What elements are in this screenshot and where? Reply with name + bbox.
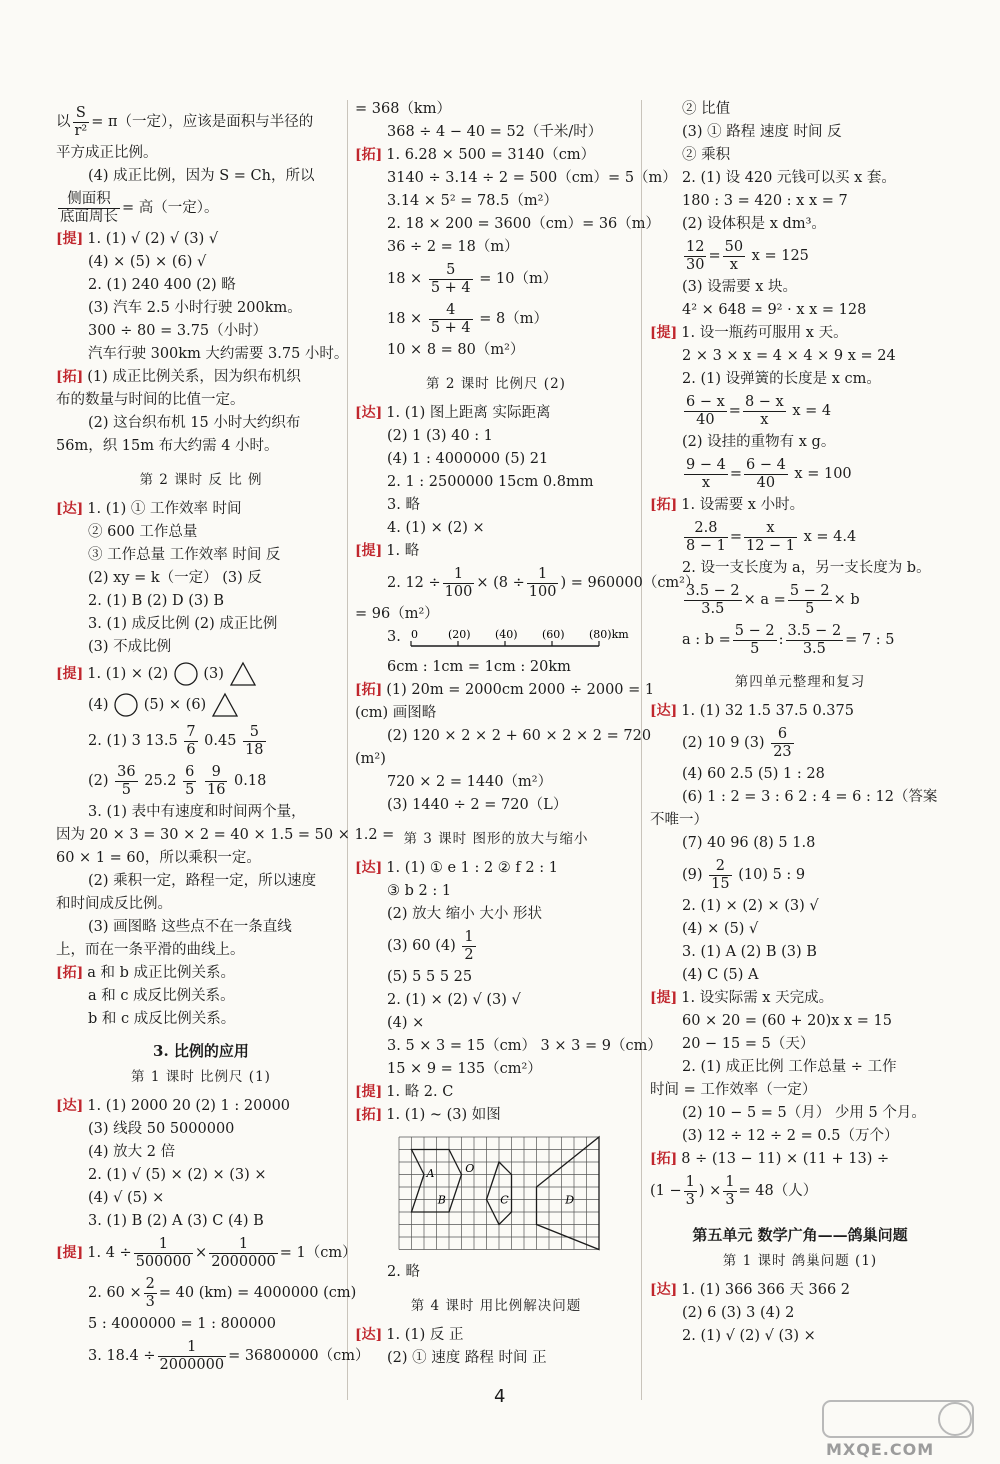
text-line: 18 × $\frac{5}{5 + 4}$ = 10（m） <box>387 261 558 296</box>
text-line: [ 拓 ] (1) 20m = 2000cm 2000 ÷ 2000 = 1 <box>355 679 637 702</box>
fraction: $\frac{4}{5 + 4}$ <box>430 301 471 336</box>
text-line: (2) 6 (3) 3 (4) 2 <box>682 1305 795 1321</box>
text-line: 56m，织 15m 布大约需 4 小时。 <box>56 438 279 454</box>
fraction: $\frac{1}{2}$ <box>464 928 474 963</box>
text-line: 4. (1) × (2) × <box>387 520 485 536</box>
text-line: (m²) <box>355 751 386 767</box>
fraction: $\frac{6}{5}$ <box>185 763 195 798</box>
text-line: (4) 放大 2 倍 <box>88 1144 176 1160</box>
text-line: (4) C (5) A <box>682 967 759 983</box>
text-line: [ 提 ] 1. 略 <box>355 540 637 563</box>
text-line: 368 ÷ 4 − 40 = 52（千米/时） <box>387 124 603 140</box>
text-line: 3. (1) B (2) A (3) C (4) B <box>88 1213 264 1229</box>
section-tag: [ 达 ] <box>355 402 382 425</box>
section-tag: [ 提 ] <box>355 1081 382 1104</box>
text-line: [ 拓 ] 1. 设需要 x 小时。 <box>650 494 950 517</box>
text-line: [ 达 ] 1. (1) 32 1.5 37.5 0.375 <box>650 700 950 723</box>
text-line: 720 × 2 = 1440（m²） <box>387 774 553 790</box>
section-heading: 第五单元 数学广角——鸽巢问题 <box>692 1226 908 1244</box>
text-line: 6cm : 1cm = 1cm : 20km <box>387 659 571 675</box>
fraction: $\frac{8 - x}{x}$ <box>744 393 784 428</box>
text-line: (4) × (5) √ <box>682 921 759 937</box>
fraction: $\frac{S}{\text{r²}}$ <box>74 104 88 139</box>
section-tag: [ 提 ] <box>56 1233 83 1273</box>
text-line: $\frac{6 - x}{40}$ = $\frac{8 - x}{x}$ x = 4 <box>686 393 832 428</box>
text-line: [ 提 ] 1. 设实际需 x 天完成。 <box>650 987 950 1010</box>
text-line: [ 达 ] 1. (1) ① 工作效率 时间 <box>56 498 346 521</box>
text-line: (2) 1 (3) 40 : 1 <box>387 428 493 444</box>
text-line: 2. (1) 成正比例 工作总量 ÷ 工作 <box>682 1059 897 1075</box>
text-line: (4) × <box>387 1015 425 1031</box>
grid-shape-label: O <box>465 1162 475 1175</box>
text-line: 不唯一） <box>650 812 708 828</box>
fraction: $\frac{3.5 - 2}{3.5}$ <box>686 582 740 617</box>
text-line: (2) xy = k（一定） (3) 反 <box>88 570 262 586</box>
text-line: (4) (5) × (6) <box>56 689 346 721</box>
scale-line: 3. 0 (20) (40) (60) (80)km <box>355 626 637 656</box>
line-scale <box>407 622 647 652</box>
text-line: [ 达 ] 1. (1) 反 正 <box>355 1324 637 1347</box>
text-line: 20 − 15 = 5（天） <box>682 1036 815 1052</box>
text-line: 2. 18 × 200 = 3600（cm）= 36（m） <box>387 216 661 232</box>
text-line: ② 乘积 <box>682 147 731 163</box>
text-line: 以 $\frac{S}{\text{r²}}$ = π（一定），应该是面积与半径的 <box>56 104 314 139</box>
text-line: (2) 120 × 2 × 2 + 60 × 2 × 2 = 720 <box>387 728 652 744</box>
fraction: $\frac{2.8}{8 - 1}$ <box>686 519 726 554</box>
text-line: 60 × 1 = 60，所以乘积一定。 <box>56 850 261 866</box>
text-line: (9) $\frac{2}{15}$ (10) 5 : 9 <box>682 857 806 892</box>
text-line: [ 提 ] 1. 4 ÷ $\frac{1}{500000}$ × $\frac{1}{2000000}$ = 1（cm） <box>56 1233 346 1273</box>
fraction: $\frac{1}{100}$ <box>528 565 557 600</box>
fraction: $\frac{\text{侧面积}}{\text{底面周长}}$ <box>60 190 118 225</box>
section-tag: [ 达 ] <box>355 1324 382 1347</box>
circle-icon <box>173 661 199 687</box>
text-line: 4² × 648 = 9² · x x = 128 <box>682 302 867 318</box>
scale-label: (20) <box>448 628 471 641</box>
fraction: $\frac{x}{12 - 1}$ <box>745 519 796 554</box>
triangle-icon <box>211 692 239 718</box>
text-line: $\frac{3.5 - 2}{3.5}$ × a = $\frac{5 - 2}{5}$ × b <box>686 582 860 617</box>
text-line: 3. (1) 表中有速度和时间两个量， <box>88 804 306 820</box>
text-line: (3) 线段 50 5000000 <box>88 1121 235 1137</box>
scale-label: 0 <box>411 628 418 641</box>
fraction: $\frac{1}{2000000}$ <box>159 1338 225 1373</box>
lesson-heading: 第 2 课时 反 比 例 <box>139 472 263 488</box>
lesson-heading: 第 1 课时 鸽巢问题 (1) <box>722 1253 878 1269</box>
text-line: 2. (1) 设弹簧的长度是 x cm。 <box>682 371 881 387</box>
text-line: 3. 18.4 ÷ $\frac{1}{2000000}$ = 36800000（cm） <box>88 1338 370 1373</box>
text-line: (2) 乘积一定，路程一定，所以速度 <box>88 873 317 889</box>
section-tag: [ 提 ] <box>650 987 677 1010</box>
text-line: 2. (1) × (2) √ (3) √ <box>387 992 521 1008</box>
text-line: (4) 成正比例，因为 S = Ch，所以 <box>88 168 315 184</box>
fraction: $\frac{1}{500000}$ <box>135 1235 192 1270</box>
text-line: (3) ① 路程 速度 时间 反 <box>682 124 842 140</box>
text-line: 3. 略 <box>387 497 420 513</box>
triangle-icon <box>229 661 257 687</box>
text-line: 3.14 × 5² = 78.5（m²） <box>387 193 558 209</box>
text-line: (4) 1 : 4000000 (5) 21 <box>387 451 549 467</box>
text-line: [ 拓 ] 8 ÷ (13 − 11) × (11 + 13) ÷ <box>650 1148 950 1171</box>
fraction: $\frac{36}{5}$ <box>117 763 136 798</box>
text-line: [ 拓 ] 1. 6.28 × 500 = 3140（cm） <box>355 144 637 167</box>
text-line: ② 600 工作总量 <box>88 524 198 540</box>
section-tag: [ 拓 ] <box>650 1148 677 1171</box>
section-tag: [ 拓 ] <box>56 366 83 389</box>
column-divider <box>641 100 642 1400</box>
fraction: $\frac{6 - x}{40}$ <box>686 393 725 428</box>
column-right <box>650 98 950 1348</box>
text-line: 2. (1) B (2) D (3) B <box>88 593 225 609</box>
lesson-heading: 第 2 课时 比例尺 (2) <box>426 376 566 392</box>
text-line: 18 × $\frac{4}{5 + 4}$ = 8（m） <box>387 301 548 336</box>
section-tag: [ 达 ] <box>650 1279 677 1302</box>
text-line: 2. 略 <box>387 1264 420 1280</box>
text-line: (1 − $\frac{1}{3}$ ) × $\frac{1}{3}$ = 48（人） <box>650 1173 818 1208</box>
text-line: (2) $\frac{36}{5}$ 25.2 $\frac{6}{5}$ $\frac{9}{16}$ 0.18 <box>88 763 267 798</box>
fraction: $\frac{12}{30}$ <box>686 238 705 273</box>
grid-shape-label: C <box>500 1193 509 1207</box>
text-line: [ 提 ] 1. (1) × (2) (3) <box>56 659 346 689</box>
text-line: (3) 汽车 2.5 小时行驶 200km。 <box>88 300 302 316</box>
text-line: a 和 c 成反比例关系。 <box>88 988 235 1004</box>
text-line: 2. 设一支长度为 a，另一支长度为 b。 <box>682 560 931 576</box>
text-line: (2) 10 − 5 = 5（月） 少用 5 个月。 <box>682 1105 926 1121</box>
text-line: (2) ① 速度 路程 时间 正 <box>387 1350 547 1366</box>
text-line: 2. (1) √ (5) × (2) × (3) × <box>88 1167 267 1183</box>
text-line: (2) 设体积是 x dm³。 <box>682 216 826 232</box>
text-line: 3. 5 × 3 = 15（cm） 3 × 3 = 9（cm） <box>387 1038 662 1054</box>
fraction: $\frac{5}{18}$ <box>245 723 264 758</box>
text-line: [ 拓 ] (1) 成正比例关系，因为织布机织 <box>56 366 346 389</box>
text-line: [ 拓 ] a 和 b 成正比例关系。 <box>56 962 346 985</box>
section-tag: [ 达 ] <box>56 498 83 521</box>
text-line: [ 达 ] 1. (1) ① e 1 : 2 ② f 2 : 1 <box>355 857 637 880</box>
text-line: (5) 5 5 5 25 <box>387 969 473 985</box>
section-tag: [ 提 ] <box>56 228 83 251</box>
circle-icon <box>113 692 139 718</box>
text-line: 2. (1) 240 400 (2) 略 <box>88 277 236 293</box>
grid-shape-label: D <box>565 1193 575 1207</box>
section-tag: [ 达 ] <box>355 857 382 880</box>
text-line: 2 × 3 × x = 4 × 4 × 9 x = 24 <box>682 348 896 364</box>
grid-shape-label: A <box>426 1167 435 1180</box>
fraction: $\frac{5 - 2}{5}$ <box>734 622 775 657</box>
section-heading: 3. 比例的应用 <box>153 1042 249 1060</box>
text-line: [ 提 ] 1. 设一瓶药可服用 x 天。 <box>650 322 950 345</box>
grid-shape-label: B <box>437 1193 446 1207</box>
text-line: 2. (1) × (2) × (3) √ <box>682 898 819 914</box>
section-tag: [ 拓 ] <box>355 1104 382 1127</box>
text-line: 60 × 20 = (60 + 20)x x = 15 <box>682 1013 893 1029</box>
fraction: $\frac{1}{2000000}$ <box>211 1235 276 1270</box>
text-line: = 368（km） <box>355 101 451 117</box>
text-line: 和时间成反比例。 <box>56 896 172 912</box>
fraction: $\frac{1}{100}$ <box>444 565 473 600</box>
scale-label: (60) <box>542 628 565 641</box>
fraction: $\frac{1}{3}$ <box>725 1173 735 1208</box>
text-line: b 和 c 成反比例关系。 <box>88 1011 236 1027</box>
fraction: $\frac{7}{6}$ <box>186 723 196 758</box>
text-line: $\frac{12}{30}$ = $\frac{50}{x}$ x = 125 <box>686 238 809 273</box>
text-line: 2. (1) 设 420 元钱可以买 x 套。 <box>682 170 896 186</box>
column-divider <box>347 100 348 1400</box>
text-line: (3) 12 ÷ 12 ÷ 2 = 0.5（万个） <box>682 1128 899 1144</box>
text-line: ③ b 2 : 1 <box>387 883 452 899</box>
text-line: 因为 20 × 3 = 30 × 2 = 40 × 1.5 = 50 × 1.2 = <box>56 827 395 843</box>
fraction: $\frac{3.5 - 2}{3.5}$ <box>787 622 842 657</box>
text-line: (3) 设需要 x 块。 <box>682 279 798 295</box>
text-line: 180 : 3 = 420 : x x = 7 <box>682 193 848 209</box>
text-line: 布的数量与时间的比值一定。 <box>56 392 245 408</box>
lesson-heading: 第 1 课时 比例尺 (1) <box>131 1069 271 1085</box>
text-line: (2) 放大 缩小 大小 形状 <box>387 906 542 922</box>
fraction: $\frac{2}{3}$ <box>145 1275 155 1310</box>
text-line: [ 提 ] 1. 略 2. C <box>355 1081 637 1104</box>
grid-figure <box>395 1131 607 1259</box>
text-line: (4) × (5) × (6) √ <box>88 254 207 270</box>
text-line: (6) 1 : 2 = 3 : 6 2 : 4 = 6 : 12（答案 <box>682 789 938 805</box>
text-line: (4) √ (5) × <box>88 1190 165 1206</box>
text-line: (7) 40 96 (8) 5 1.8 <box>682 835 816 851</box>
section-tag: [ 拓 ] <box>355 144 382 167</box>
lesson-heading: 第 3 课时 图形的放大与缩小 <box>403 831 589 847</box>
text-line: 5 : 4000000 = 1 : 800000 <box>88 1316 276 1332</box>
text-line: 3. (1) A (2) B (3) B <box>682 944 817 960</box>
fraction: $\frac{6 - 4}{40}$ <box>745 456 786 491</box>
text-line: $\frac{9 - 4}{x}$ = $\frac{6 - 4}{40}$ x = 100 <box>686 456 852 491</box>
text-line: 3140 ÷ 3.14 ÷ 2 = 500（cm）= 5（m） <box>387 170 677 186</box>
section-tag: [ 拓 ] <box>355 679 382 702</box>
text-line: [ 达 ] 1. (1) 366 366 天 366 2 <box>650 1279 950 1302</box>
text-line: [ 达 ] 1. (1) 2000 20 (2) 1 : 20000 <box>56 1095 346 1118</box>
fraction: $\frac{1}{3}$ <box>685 1173 695 1208</box>
text-line: $\frac{2.8}{8 - 1}$ = $\frac{x}{12 - 1}$ x = 4.4 <box>686 519 857 554</box>
text-line: (2) 10 9 (3) $\frac{6}{23}$ <box>682 725 792 760</box>
text-line: 上，而在一条平滑的曲线上。 <box>56 942 245 958</box>
text-line: (3) 画图略 这些点不在一条直线 <box>88 919 292 935</box>
text-line: 2. 1 : 2500000 15cm 0.8mm <box>387 474 594 490</box>
text-line: 3. (1) 成反比例 (2) 成正比例 <box>88 616 278 632</box>
text-line: 汽车行驶 300km 大约需要 3.75 小时。 <box>88 346 349 362</box>
text-line: (cm) 画图略 <box>355 705 437 721</box>
text-line: 2. 60 × $\frac{2}{3}$ = 40 (km) = 4000000 (cm) <box>88 1275 357 1310</box>
fraction: $\frac{6}{23}$ <box>773 725 792 760</box>
scale-label: (80)km <box>589 628 629 641</box>
text-line: (4) 60 2.5 (5) 1 : 28 <box>682 766 825 782</box>
text-line: = 96（m²） <box>355 606 439 622</box>
text-line: [ 拓 ] 1. (1) ~ (3) 如图 <box>355 1104 637 1127</box>
text-line: [ 提 ] 1. (1) √ (2) √ (3) √ <box>56 228 346 251</box>
fraction: $\frac{2}{15}$ <box>711 857 730 892</box>
text-line: a : b = $\frac{5 - 2}{5}$ : $\frac{3.5 - 2}{3.5}$ = 7 : 5 <box>682 622 895 657</box>
section-tag: [ 达 ] <box>56 1095 83 1118</box>
section-tag: [ 提 ] <box>355 540 382 563</box>
text-line: (3) 不成比例 <box>88 639 172 655</box>
section-tag: [ 提 ] <box>56 659 83 689</box>
text-line: [ 达 ] 1. (1) 图上距离 实际距离 <box>355 402 637 425</box>
section-tag: [ 拓 ] <box>650 494 677 517</box>
text-line: 平方成正比例。 <box>56 145 158 161</box>
text-line: ② 比值 <box>682 101 731 117</box>
text-line: 时间 = 工作效率（一定） <box>650 1082 817 1098</box>
watermark-text: MXQE.COM <box>826 1440 935 1459</box>
text-line: 2. (1) √ (2) √ (3) × <box>682 1328 816 1344</box>
section-tag: [ 提 ] <box>650 322 677 345</box>
fraction: $\frac{9 - 4}{x}$ <box>686 456 726 491</box>
page-number: 4 <box>494 1386 506 1407</box>
lesson-heading: 第 4 课时 用比例解决问题 <box>410 1298 582 1314</box>
scale-label: (40) <box>495 628 518 641</box>
section-heading: 第四单元整理和复习 <box>734 674 866 690</box>
text-line: (3) 1440 ÷ 2 = 720（L） <box>387 797 568 813</box>
text-line: (2) 设挂的重物有 x g。 <box>682 434 836 450</box>
section-tag: [ 达 ] <box>650 700 677 723</box>
text-line: 2. (1) 3 13.5 $\frac{7}{6}$ 0.45 $\frac{5}{18}$ <box>88 723 264 758</box>
text-line: (3) 60 (4) $\frac{1}{2}$ <box>387 928 474 963</box>
fraction: $\frac{9}{16}$ <box>206 763 226 798</box>
text-line: ③ 工作总量 工作效率 时间 反 <box>88 547 281 563</box>
section-tag: [ 拓 ] <box>56 962 83 985</box>
text-line: 15 × 9 = 135（cm²） <box>387 1061 542 1077</box>
fraction: $\frac{50}{x}$ <box>724 238 744 273</box>
fraction: $\frac{5 - 2}{5}$ <box>789 582 830 617</box>
text-line: 300 ÷ 80 = 3.75（小时） <box>88 323 268 339</box>
fraction: $\frac{5}{5 + 4}$ <box>430 261 471 296</box>
text-line: 2. 12 ÷ $\frac{1}{100}$ × (8 ÷ $\frac{1}{100}$ ) = 960000（cm²） <box>387 565 700 600</box>
text-line: $\frac{\text{侧面积}}{\text{底面周长}}$ = 高（一定）。 <box>60 190 219 225</box>
text-line: (2) 这台织布机 15 小时大约织布 <box>88 415 301 431</box>
text-line: 10 × 8 = 80（m²） <box>387 342 525 358</box>
text-line: 36 ÷ 2 = 18（m） <box>387 239 519 255</box>
